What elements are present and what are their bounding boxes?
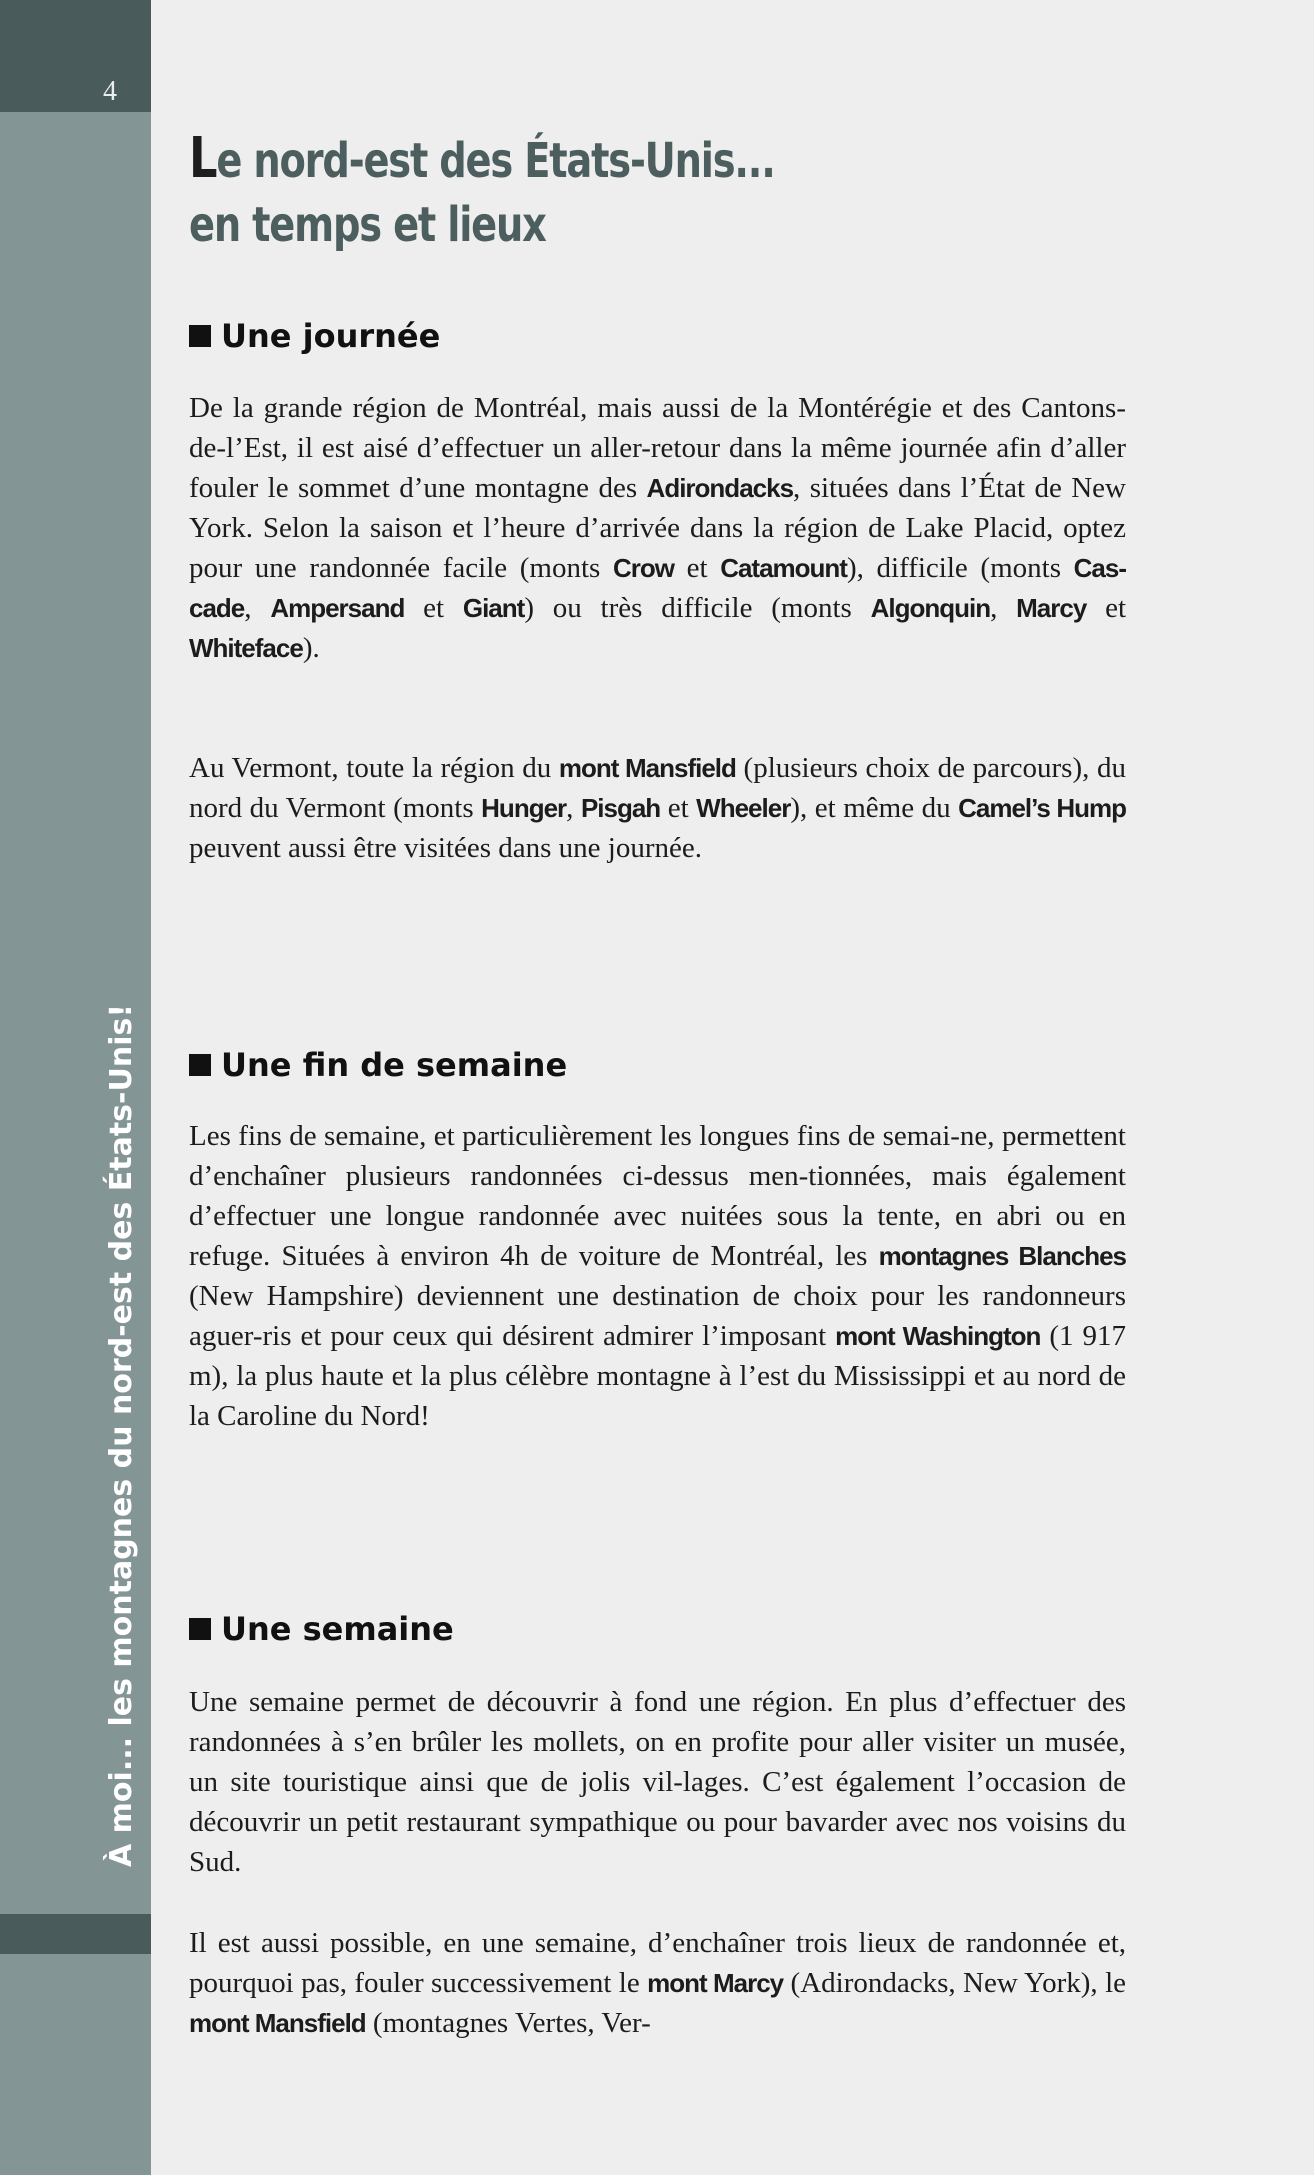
bold-term: Hunger (481, 793, 567, 823)
paragraph (189, 1923, 1126, 2043)
text-run: , (566, 792, 581, 824)
text-run: , (244, 592, 271, 624)
text-run: Au Vermont, toute la région du (189, 752, 559, 784)
square-bullet-icon (189, 325, 211, 347)
text-run: Une semaine permet de découvrir à fond une région. En plus d’effectuer des randonnées à s’en brûler les mollets, on en profite pour aller visiter un musée, un site touristique ainsi que de jolis vil-lages. C’est également l’occasion de découvrir un petit restaurant sympathique ou pour bavarder avec nos voisins du Sud. (189, 1686, 1126, 1878)
bold-term: Pisgah (580, 793, 661, 823)
bold-term: Crow (612, 553, 674, 583)
square-bullet-icon (189, 1054, 211, 1076)
bold-term: Ampersand (270, 593, 405, 623)
sidebar-chapter-title: À moi... les montagnes du nord-est des États-Unis! (104, 1003, 139, 1867)
text-run: et (1086, 592, 1127, 624)
page-number: 4 (103, 76, 117, 107)
text-run: Les fins de semaine, et particulièrement les longues fins de semai-ne, permettent d’enchaîner plusieurs randonnées ci-dessus men-tionnées, mais également d’effectuer une longue randonnée avec nuitées sous la tente, en abri ou en refuge. Situées à environ 4h de voiture de Montréal, les (189, 1120, 1126, 1272)
sidebar-band (0, 1914, 151, 1954)
text-run: , (990, 592, 1017, 624)
section-heading-une-semaine (189, 1609, 454, 1649)
square-bullet-icon (189, 1618, 211, 1640)
page-title-line-2: en temps et lieux (189, 197, 546, 253)
section-heading-text: Une fin de semaine (221, 1046, 568, 1084)
section-heading-text: Une journée (221, 317, 441, 355)
bold-term: Adirondacks (646, 473, 794, 503)
text-run: ) ou très difficile (monts (524, 592, 871, 624)
bold-term: Algonquin (870, 593, 991, 623)
text-run: Il est aussi possible, en une semaine, d’enchaîner trois lieux de randonnée et, pourquoi pas, fouler successivement le (189, 1927, 1126, 1999)
text-run: , situées dans l’État de New York. Selon la saison et l’heure d’arrivée dans la région de Lake Placid, optez pour une randonnée facile (monts (189, 472, 1127, 584)
title-line-1-text: e nord-est des États-Unis... (216, 133, 775, 189)
section-heading-une-journee (189, 316, 440, 356)
text-run: et (673, 552, 721, 584)
bold-term: mont Mansfield (189, 2008, 366, 2038)
bold-term: Marcy (1016, 593, 1087, 623)
paragraph (189, 1682, 1126, 1882)
page-title-line-1 (189, 127, 957, 193)
paragraph (189, 748, 1126, 868)
text-run: De la grande région de Montréal, mais aussi de la Montérégie et des Cantons-de-l’Est, il est aisé d’effectuer un aller-retour dans la même journée afin d’aller fouler le sommet d’une montagne des (189, 392, 1126, 504)
text-run: (Adirondacks, New York), le (783, 1967, 1126, 1999)
sidebar-header-block (0, 0, 151, 112)
bold-term: Wheeler (696, 793, 791, 823)
text-run: (1 917 m), la plus haute et la plus célèbre montagne à l’est du Mississippi et au nord de la Caroline du Nord! (189, 1320, 1126, 1432)
bold-term: Giant (462, 593, 525, 623)
bold-term: Whiteface (189, 633, 303, 663)
paragraph (189, 388, 1126, 668)
page-title (189, 127, 957, 257)
text-run: et (404, 592, 463, 624)
title-dropcap: L (189, 126, 217, 191)
text-run: ). (302, 632, 320, 664)
text-run: peuvent aussi être visitées dans une journée. (189, 832, 702, 864)
text-run: (New Hampshire) deviennent une destination de choix pour les randonneurs aguer-ris et pour ceux qui désirent admirer l’imposant (189, 1280, 1126, 1352)
text-run: (montagnes Vertes, Ver- (365, 2007, 651, 2039)
bold-term: Catamount (720, 553, 847, 583)
bold-term: Cas-cade (189, 553, 1126, 623)
bold-term: mont Washington (835, 1321, 1041, 1351)
text-run: et (660, 792, 697, 824)
bold-term: montagnes Blanches (878, 1241, 1126, 1271)
section-heading-une-fin-de-semaine (189, 1045, 567, 1085)
text-run: ), difficile (monts (846, 552, 1074, 584)
bold-term: Camel’s Hump (958, 793, 1127, 823)
text-run: (plusieurs choix de parcours), du nord du Vermont (monts (189, 752, 1126, 824)
text-run: ), et même du (790, 792, 959, 824)
paragraph (189, 1116, 1126, 1436)
bold-term: mont Marcy (647, 1968, 784, 1998)
section-heading-text: Une semaine (221, 1610, 454, 1648)
bold-term: mont Mansfield (558, 753, 736, 783)
